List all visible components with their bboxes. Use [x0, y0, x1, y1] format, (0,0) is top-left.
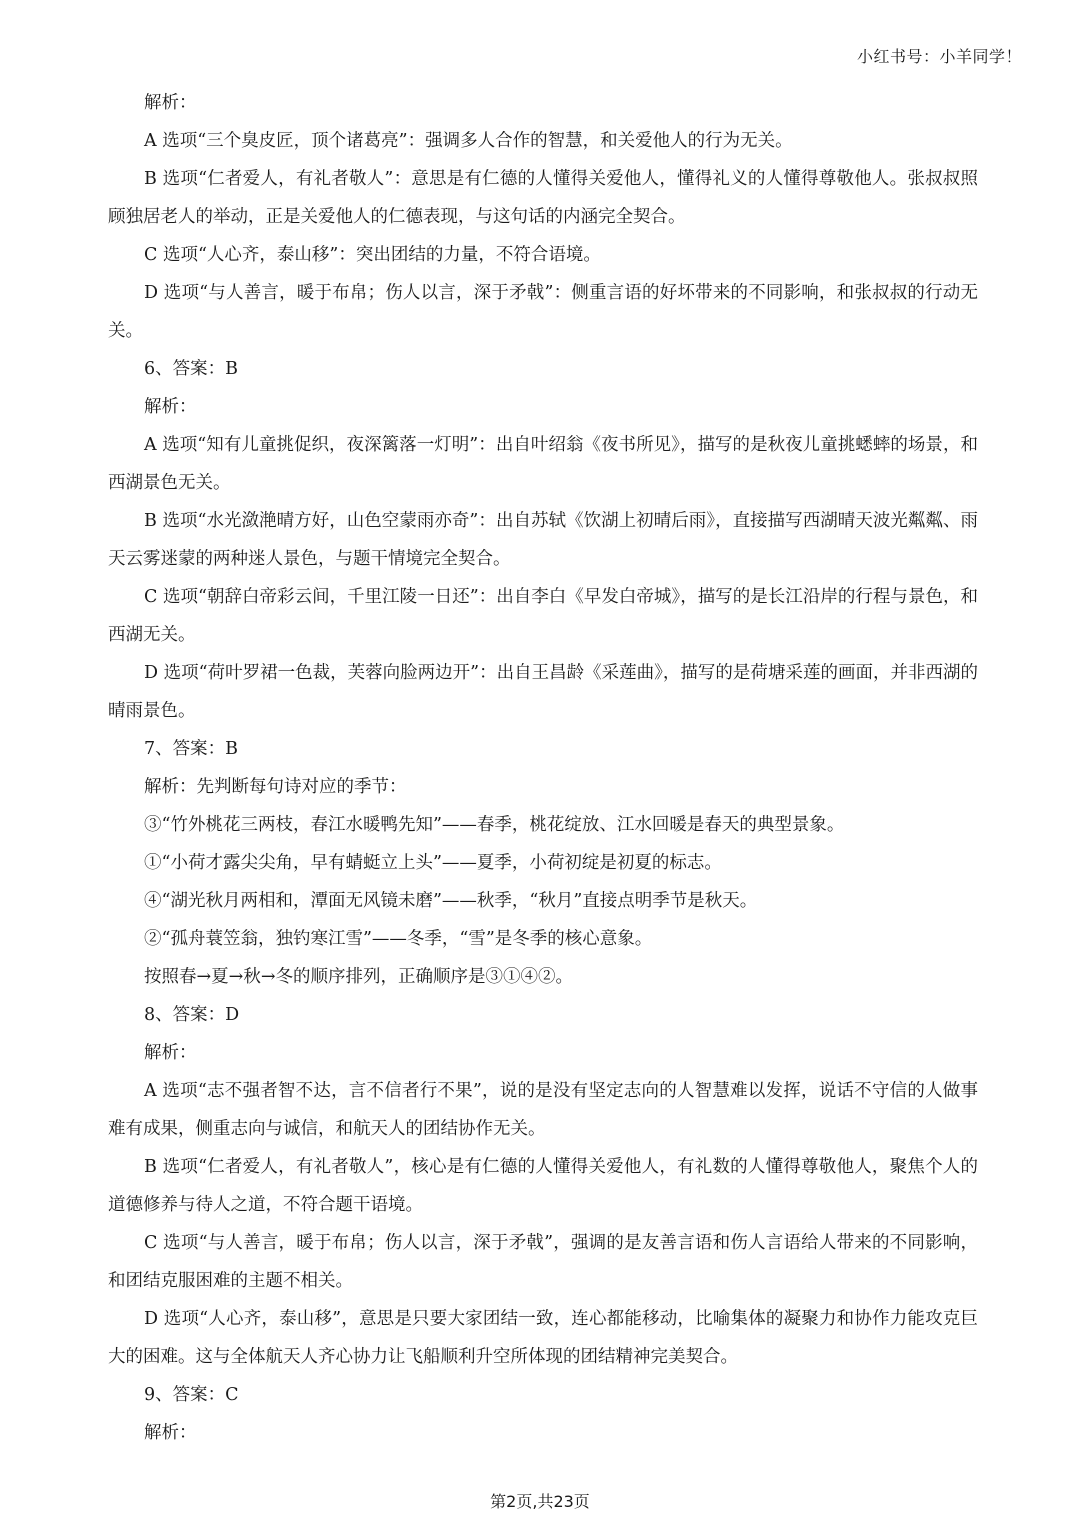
paragraph: ④“湖光秋月两相和，潭面无风镜未磨”——秋季，“秋月”直接点明季节是秋天。	[144, 891, 758, 911]
paragraph: A 选项“三个臭皮匠，顶个诸葛亮”：强调多人合作的智慧，和关爱他人的行为无关。	[144, 131, 793, 151]
page-number: 第2页,共23页	[490, 1492, 590, 1511]
paragraph: C 选项“与人善言，暖于布帛；伤人以言，深于矛戟”，强调的是友善言语和伤人言语给人带来的不同影响，和团结克服困难的主题不相关。	[108, 1233, 978, 1291]
paragraph: D 选项“与人善言，暖于布帛；伤人以言，深于矛戟”：侧重言语的好坏带来的不同影响，和张叔叔的行动无关。	[108, 283, 978, 341]
answer-line: 8、答案：D	[144, 1005, 240, 1025]
answer-line: 7、答案：B	[144, 739, 238, 759]
answer-line: 6、答案：B	[144, 359, 238, 379]
paragraph: C 选项“朝辞白帝彩云间，千里江陵一日还”：出自李白《早发白帝城》，描写的是长江沿岸的行程与景色，和西湖无关。	[108, 587, 978, 645]
answer-line: 9、答案：C	[144, 1385, 239, 1405]
paragraph: 解析：	[144, 93, 197, 113]
paragraph: 解析：	[144, 397, 197, 417]
paragraph: 解析：	[144, 1423, 197, 1443]
paragraph: B 选项“仁者爱人，有礼者敬人”，核心是有仁德的人懂得关爱他人，有礼数的人懂得尊敬他人，聚焦个人的道德修养与待人之道，不符合题干语境。	[108, 1157, 978, 1215]
paragraph: A 选项“志不强者智不达，言不信者行不果”，说的是没有坚定志向的人智慧难以发挥，说话不守信的人做事难有成果，侧重志向与诚信，和航天人的团结协作无关。	[108, 1081, 978, 1139]
paragraph: A 选项“知有儿童挑促织，夜深篱落一灯明”：出自叶绍翁《夜书所见》，描写的是秋夜儿童挑蟋蟀的场景，和西湖景色无关。	[108, 435, 978, 493]
page-header-account: 小红书号：小羊同学！	[856, 47, 1022, 66]
paragraph: 解析：	[144, 1043, 197, 1063]
paragraph: D 选项“人心齐，泰山移”，意思是只要大家团结一致，连心都能移动，比喻集体的凝聚力和协作力能攻克巨大的困难。这与全体航天人齐心协力让飞船顺利升空所体现的团结精神完美契合。	[108, 1309, 978, 1367]
paragraph: 按照春→夏→秋→冬的顺序排列，正确顺序是③①④②。	[144, 967, 573, 987]
paragraph: B 选项“水光潋滟晴方好，山色空蒙雨亦奇”：出自苏轼《饮湖上初晴后雨》，直接描写西湖晴天波光粼粼、雨天云雾迷蒙的两种迷人景色，与题干情境完全契合。	[108, 511, 978, 569]
paragraph: D 选项“荷叶罗裙一色裁，芙蓉向脸两边开”：出自王昌龄《采莲曲》，描写的是荷塘采莲的画面，并非西湖的晴雨景色。	[108, 663, 978, 721]
document-body	[108, 84, 978, 1452]
paragraph: B 选项“仁者爱人，有礼者敬人”：意思是有仁德的人懂得关爱他人，懂得礼义的人懂得尊敬他人。张叔叔照顾独居老人的举动，正是关爱他人的仁德表现，与这句话的内涵完全契合。	[108, 169, 978, 227]
paragraph: ②“孤舟蓑笠翁，独钓寒江雪”——冬季，“雪”是冬季的核心意象。	[144, 929, 653, 949]
paragraph: ③“竹外桃花三两枝，春江水暖鸭先知”——春季，桃花绽放、江水回暖是春天的典型景象。	[144, 815, 845, 835]
paragraph: ①“小荷才露尖尖角，早有蜻蜓立上头”——夏季，小荷初绽是初夏的标志。	[144, 853, 722, 873]
paragraph: 解析：先判断每句诗对应的季节：	[144, 777, 407, 797]
paragraph: C 选项“人心齐，泰山移”：突出团结的力量，不符合语境。	[144, 245, 601, 265]
